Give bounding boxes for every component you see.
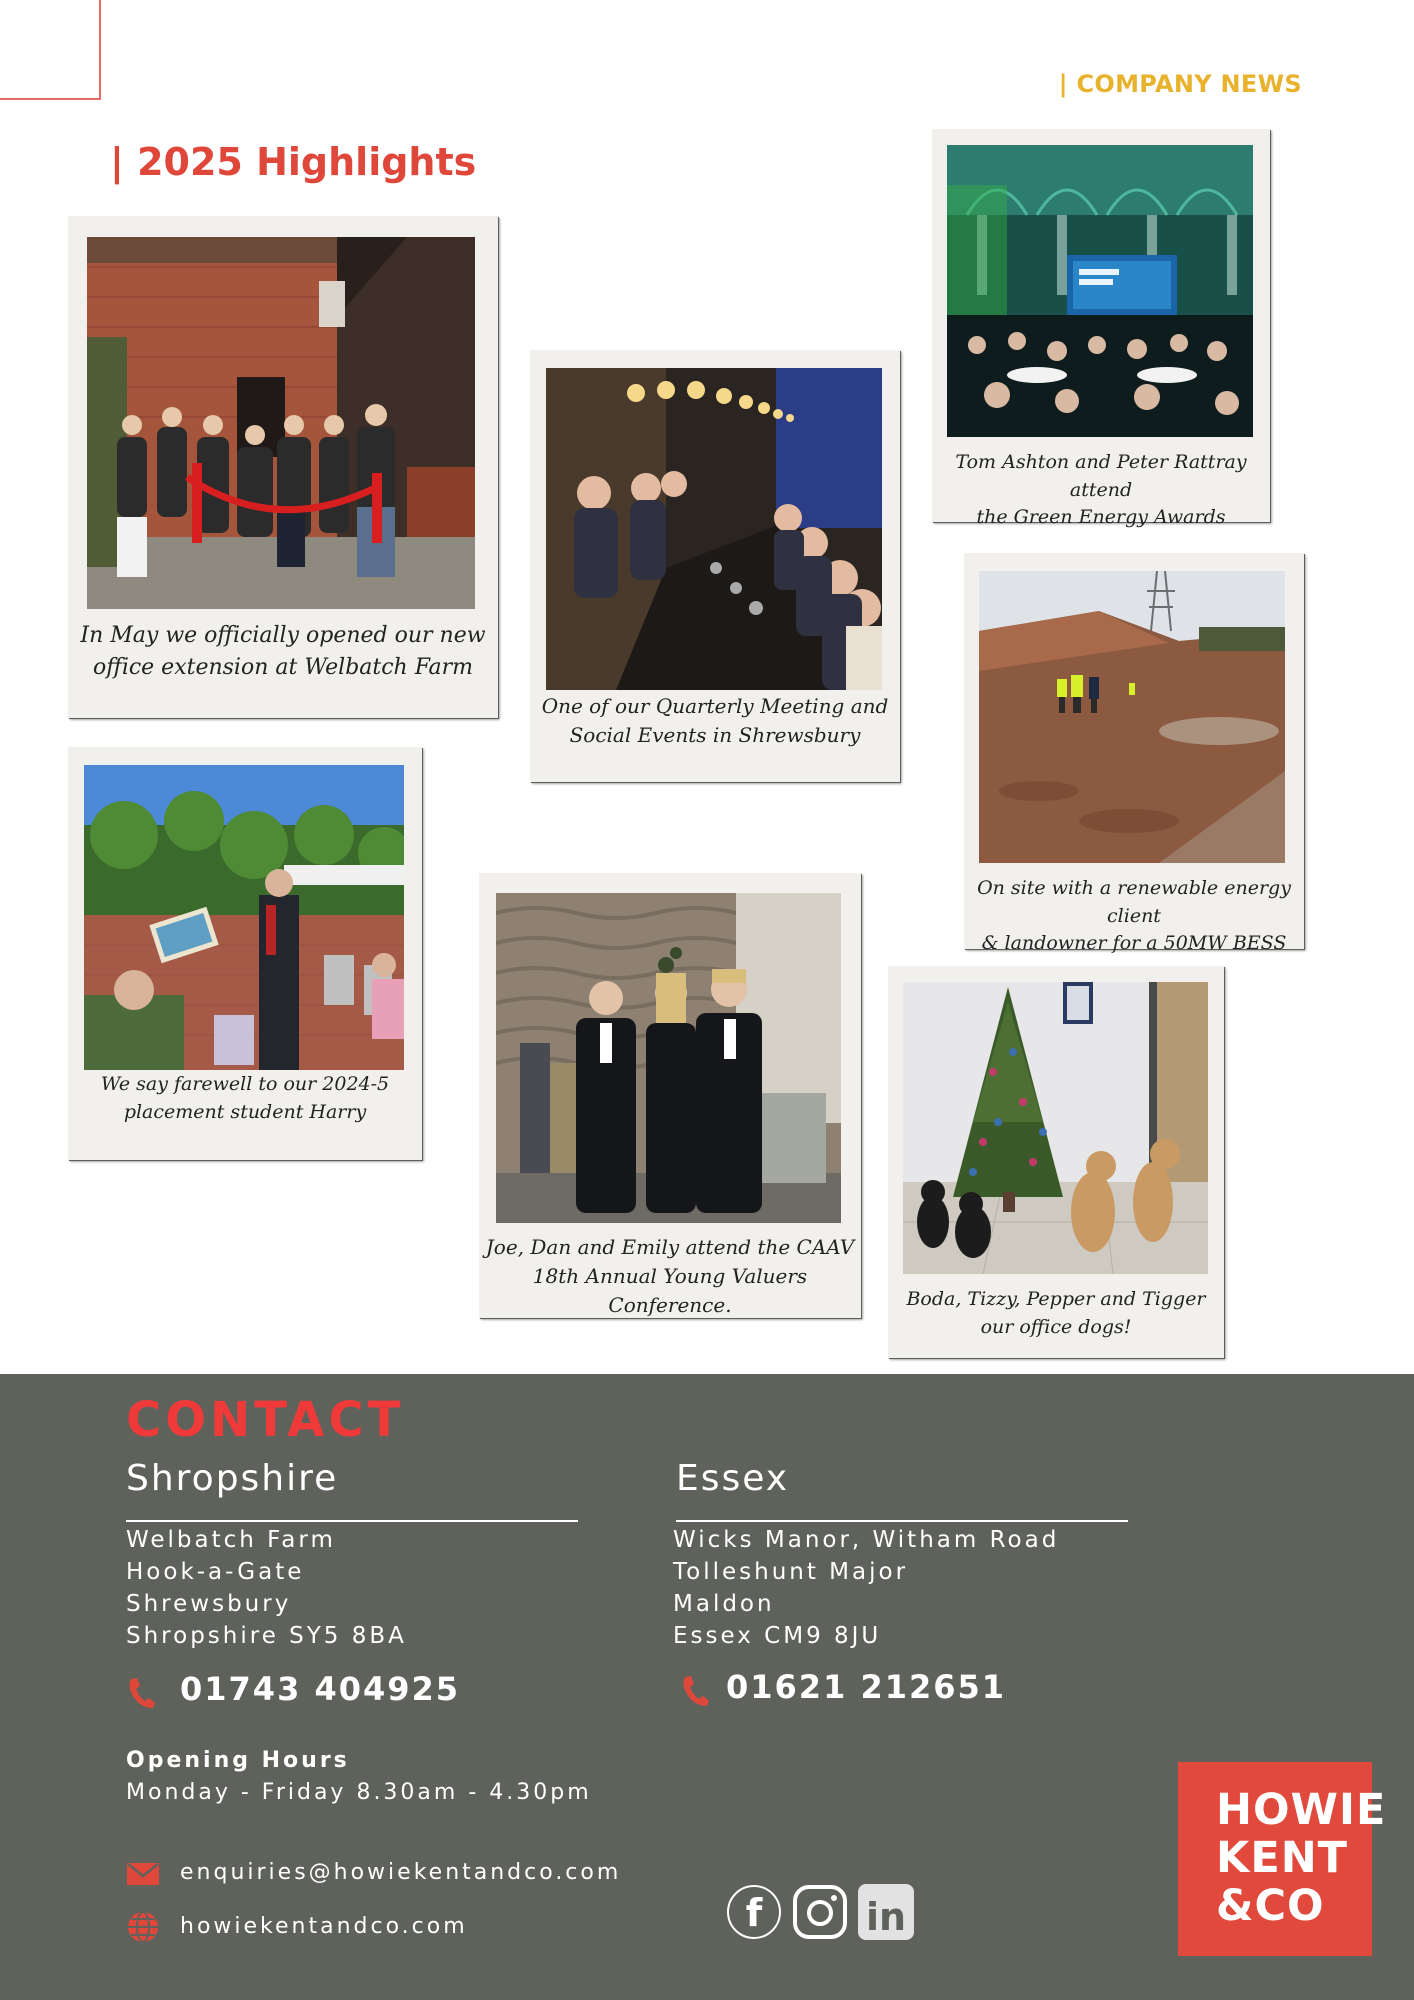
photo-card-green-energy-awards: [932, 129, 1270, 529]
website-link[interactable]: howiekentandco.com: [180, 1914, 468, 1939]
photo-caav-conference: [496, 893, 841, 1223]
photo-card-site-visit: [964, 553, 1304, 955]
caption-line: One of our Quarterly Meeting and: [541, 694, 889, 718]
caption-line: placement student Harry: [123, 1100, 367, 1123]
caption-line: & landowner for a 50MW BESS: [981, 932, 1287, 955]
phone-icon: [126, 1676, 156, 1710]
region-title-essex: Essex: [676, 1458, 790, 1499]
opening-hours-label: Opening Hours: [126, 1748, 350, 1773]
caption-line: Joe, Dan and Emily attend the CAAV: [485, 1235, 855, 1259]
region-title-shropshire: Shropshire: [126, 1458, 339, 1499]
address-shropshire: [126, 1524, 407, 1652]
photo-green-energy-awards: [947, 145, 1253, 437]
address-line: Shropshire SY5 8BA: [126, 1623, 407, 1649]
address-line: Tolleshunt Major: [673, 1559, 909, 1585]
address-line: Wicks Manor, Witham Road: [673, 1527, 1060, 1553]
caption-site-visit: [964, 875, 1304, 958]
address-line: Maldon: [673, 1591, 775, 1617]
logo-line: KENT: [1216, 1833, 1349, 1883]
caption-line: Social Events in Shrewsbury: [569, 723, 861, 747]
address-line: Essex CM9 8JU: [673, 1623, 882, 1649]
address-essex: [673, 1524, 1059, 1652]
address-line: Welbatch Farm: [126, 1527, 336, 1553]
address-line: Shrewsbury: [126, 1591, 292, 1617]
caption-line: our office dogs!: [980, 1315, 1132, 1338]
caption-line: In May we officially opened our new: [80, 623, 486, 648]
instagram-icon[interactable]: [792, 1884, 848, 1940]
caption-line: 18th Annual Young Valuers Conference.: [532, 1264, 808, 1317]
opening-hours: Monday - Friday 8.30am - 4.30pm: [126, 1780, 592, 1805]
phone-essex[interactable]: 01621 212651: [726, 1668, 1007, 1706]
globe-icon: [126, 1910, 160, 1944]
divider-essex: [676, 1520, 1128, 1522]
photo-card-caav-conference: [479, 873, 861, 1318]
caption-office-dogs: [888, 1286, 1224, 1341]
caption-line: Boda, Tizzy, Pepper and Tigger: [906, 1288, 1206, 1310]
phone-icon: [680, 1674, 710, 1708]
photo-card-office-opening: [68, 216, 498, 718]
contact-title: CONTACT: [126, 1392, 405, 1448]
photo-office-dogs: [903, 982, 1208, 1274]
divider-shropshire: [126, 1520, 578, 1522]
section-tag: | COMPANY NEWS: [1058, 70, 1302, 98]
facebook-icon[interactable]: [726, 1884, 782, 1940]
caption-farewell: [68, 1071, 422, 1126]
caption-green-energy-awards: [932, 449, 1270, 532]
linkedin-icon[interactable]: [858, 1884, 914, 1940]
photo-quarterly-meeting: [546, 368, 882, 690]
logo-line: HOWIE: [1216, 1785, 1387, 1835]
email-icon: [126, 1860, 160, 1888]
caption-office-opening: [68, 620, 498, 684]
caption-line: Tom Ashton and Peter Rattray attend: [955, 451, 1247, 501]
linkedin-text: in: [865, 1895, 907, 1939]
photo-card-office-dogs: [888, 966, 1224, 1358]
address-line: Hook-a-Gate: [126, 1559, 305, 1585]
company-logo: [1178, 1762, 1387, 1956]
photo-farewell: [84, 765, 404, 1070]
caption-line: office extension at Welbatch Farm: [92, 654, 473, 680]
photo-card-quarterly-meeting: [530, 350, 900, 782]
logo-line: &CO: [1216, 1881, 1325, 1931]
photo-site-visit: [979, 571, 1285, 863]
facebook-letter: f: [745, 1891, 763, 1935]
caption-line: We say farewell to our 2024-5: [100, 1073, 390, 1095]
caption-line: On site with a renewable energy client: [977, 877, 1291, 927]
photo-office-opening: [87, 237, 475, 609]
page-title: | 2025 Highlights: [110, 140, 477, 184]
caption-quarterly-meeting: [530, 692, 900, 750]
email-link[interactable]: enquiries@howiekentandco.com: [180, 1860, 622, 1885]
caption-line: the Green Energy Awards: [976, 506, 1226, 529]
phone-shropshire[interactable]: 01743 404925: [180, 1670, 461, 1708]
photo-card-farewell: [68, 747, 422, 1160]
caption-caav-conference: [479, 1233, 861, 1320]
corner-decoration: [0, 0, 101, 100]
